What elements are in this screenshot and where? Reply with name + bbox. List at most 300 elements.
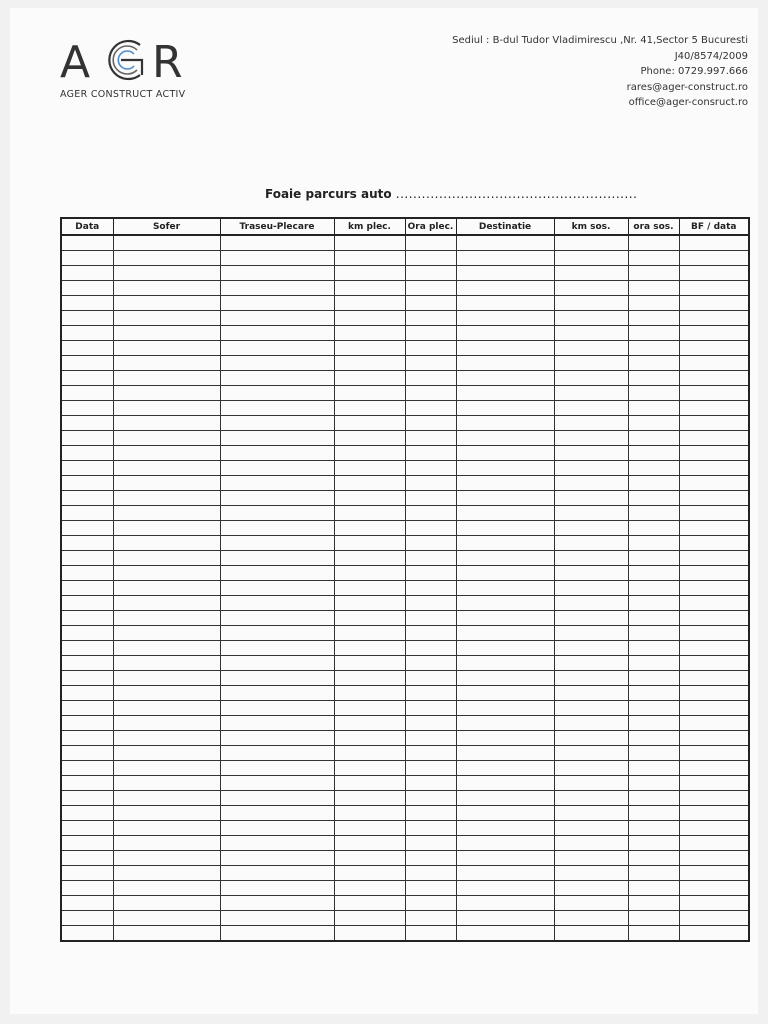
table-cell[interactable] — [113, 791, 220, 806]
table-cell[interactable] — [220, 251, 334, 266]
table-cell[interactable] — [628, 566, 679, 581]
table-cell[interactable] — [679, 446, 749, 461]
table-cell[interactable] — [113, 701, 220, 716]
table-cell[interactable] — [554, 356, 628, 371]
table-cell[interactable] — [113, 776, 220, 791]
table-cell[interactable] — [405, 461, 456, 476]
table-cell[interactable] — [554, 641, 628, 656]
table-cell[interactable] — [220, 791, 334, 806]
table-cell[interactable] — [61, 356, 113, 371]
table-cell[interactable] — [220, 356, 334, 371]
table-cell[interactable] — [679, 281, 749, 296]
table-cell[interactable] — [220, 431, 334, 446]
table-cell[interactable] — [113, 551, 220, 566]
table-cell[interactable] — [61, 461, 113, 476]
table-cell[interactable] — [628, 401, 679, 416]
table-cell[interactable] — [220, 656, 334, 671]
table-cell[interactable] — [113, 341, 220, 356]
table-cell[interactable] — [456, 596, 554, 611]
table-cell[interactable] — [220, 851, 334, 866]
table-cell[interactable] — [554, 446, 628, 461]
table-cell[interactable] — [679, 851, 749, 866]
table-cell[interactable] — [554, 416, 628, 431]
table-cell[interactable] — [334, 911, 405, 926]
table-cell[interactable] — [113, 401, 220, 416]
table-cell[interactable] — [628, 476, 679, 491]
table-cell[interactable] — [456, 566, 554, 581]
table-cell[interactable] — [113, 476, 220, 491]
table-cell[interactable] — [61, 746, 113, 761]
table-cell[interactable] — [679, 881, 749, 896]
table-cell[interactable] — [456, 926, 554, 942]
table-cell[interactable] — [456, 371, 554, 386]
table-cell[interactable] — [220, 235, 334, 251]
table-cell[interactable] — [405, 776, 456, 791]
table-cell[interactable] — [334, 701, 405, 716]
table-cell[interactable] — [334, 881, 405, 896]
table-cell[interactable] — [554, 671, 628, 686]
table-cell[interactable] — [456, 641, 554, 656]
table-cell[interactable] — [456, 626, 554, 641]
table-cell[interactable] — [334, 611, 405, 626]
table-cell[interactable] — [405, 416, 456, 431]
table-cell[interactable] — [405, 356, 456, 371]
table-cell[interactable] — [334, 491, 405, 506]
table-cell[interactable] — [334, 235, 405, 251]
table-cell[interactable] — [61, 896, 113, 911]
table-cell[interactable] — [554, 536, 628, 551]
table-cell[interactable] — [405, 281, 456, 296]
table-cell[interactable] — [113, 836, 220, 851]
table-cell[interactable] — [554, 911, 628, 926]
table-cell[interactable] — [220, 386, 334, 401]
table-cell[interactable] — [679, 581, 749, 596]
table-cell[interactable] — [334, 326, 405, 341]
table-cell[interactable] — [61, 626, 113, 641]
table-cell[interactable] — [628, 926, 679, 942]
table-cell[interactable] — [628, 641, 679, 656]
table-cell[interactable] — [628, 791, 679, 806]
table-cell[interactable] — [113, 431, 220, 446]
table-cell[interactable] — [405, 311, 456, 326]
table-cell[interactable] — [113, 641, 220, 656]
table-cell[interactable] — [334, 851, 405, 866]
table-cell[interactable] — [61, 281, 113, 296]
table-cell[interactable] — [405, 656, 456, 671]
table-cell[interactable] — [405, 626, 456, 641]
table-cell[interactable] — [554, 746, 628, 761]
table-cell[interactable] — [628, 461, 679, 476]
table-cell[interactable] — [679, 341, 749, 356]
table-cell[interactable] — [405, 446, 456, 461]
table-cell[interactable] — [405, 476, 456, 491]
table-cell[interactable] — [220, 836, 334, 851]
table-cell[interactable] — [220, 326, 334, 341]
table-cell[interactable] — [628, 416, 679, 431]
table-cell[interactable] — [220, 506, 334, 521]
table-cell[interactable] — [61, 566, 113, 581]
table-cell[interactable] — [61, 266, 113, 281]
table-cell[interactable] — [334, 731, 405, 746]
table-cell[interactable] — [405, 521, 456, 536]
table-cell[interactable] — [405, 641, 456, 656]
table-cell[interactable] — [220, 881, 334, 896]
table-cell[interactable] — [456, 446, 554, 461]
table-cell[interactable] — [679, 566, 749, 581]
table-cell[interactable] — [61, 431, 113, 446]
table-cell[interactable] — [61, 401, 113, 416]
table-cell[interactable] — [113, 671, 220, 686]
table-cell[interactable] — [554, 296, 628, 311]
table-cell[interactable] — [554, 581, 628, 596]
table-cell[interactable] — [334, 806, 405, 821]
table-cell[interactable] — [554, 235, 628, 251]
table-cell[interactable] — [334, 371, 405, 386]
table-cell[interactable] — [334, 926, 405, 942]
table-cell[interactable] — [61, 881, 113, 896]
table-cell[interactable] — [334, 341, 405, 356]
table-cell[interactable] — [456, 266, 554, 281]
table-cell[interactable] — [113, 611, 220, 626]
table-cell[interactable] — [628, 746, 679, 761]
table-cell[interactable] — [628, 821, 679, 836]
table-cell[interactable] — [113, 326, 220, 341]
table-cell[interactable] — [679, 731, 749, 746]
table-cell[interactable] — [456, 326, 554, 341]
table-cell[interactable] — [220, 626, 334, 641]
table-cell[interactable] — [456, 341, 554, 356]
table-cell[interactable] — [679, 296, 749, 311]
table-cell[interactable] — [61, 791, 113, 806]
table-cell[interactable] — [405, 235, 456, 251]
table-cell[interactable] — [220, 926, 334, 942]
table-cell[interactable] — [113, 881, 220, 896]
table-cell[interactable] — [334, 566, 405, 581]
table-cell[interactable] — [679, 821, 749, 836]
table-cell[interactable] — [405, 596, 456, 611]
table-cell[interactable] — [679, 746, 749, 761]
table-cell[interactable] — [334, 521, 405, 536]
table-cell[interactable] — [61, 491, 113, 506]
table-cell[interactable] — [113, 371, 220, 386]
table-cell[interactable] — [456, 521, 554, 536]
table-cell[interactable] — [456, 746, 554, 761]
table-cell[interactable] — [220, 776, 334, 791]
table-cell[interactable] — [61, 311, 113, 326]
table-cell[interactable] — [405, 911, 456, 926]
table-cell[interactable] — [628, 866, 679, 881]
table-cell[interactable] — [628, 836, 679, 851]
table-cell[interactable] — [679, 926, 749, 942]
table-cell[interactable] — [113, 356, 220, 371]
table-cell[interactable] — [628, 536, 679, 551]
table-cell[interactable] — [61, 761, 113, 776]
table-cell[interactable] — [334, 251, 405, 266]
table-cell[interactable] — [628, 881, 679, 896]
table-cell[interactable] — [334, 536, 405, 551]
table-cell[interactable] — [456, 251, 554, 266]
table-cell[interactable] — [679, 551, 749, 566]
table-cell[interactable] — [628, 341, 679, 356]
table-cell[interactable] — [456, 551, 554, 566]
table-cell[interactable] — [554, 251, 628, 266]
table-cell[interactable] — [220, 641, 334, 656]
table-cell[interactable] — [61, 686, 113, 701]
table-cell[interactable] — [61, 866, 113, 881]
table-cell[interactable] — [61, 326, 113, 341]
table-cell[interactable] — [628, 446, 679, 461]
table-cell[interactable] — [554, 626, 628, 641]
table-cell[interactable] — [679, 536, 749, 551]
table-cell[interactable] — [456, 896, 554, 911]
table-cell[interactable] — [405, 491, 456, 506]
table-cell[interactable] — [405, 896, 456, 911]
table-cell[interactable] — [456, 776, 554, 791]
table-cell[interactable] — [113, 626, 220, 641]
table-cell[interactable] — [628, 626, 679, 641]
table-cell[interactable] — [113, 896, 220, 911]
table-cell[interactable] — [628, 656, 679, 671]
table-cell[interactable] — [220, 281, 334, 296]
table-cell[interactable] — [554, 401, 628, 416]
table-cell[interactable] — [220, 461, 334, 476]
table-cell[interactable] — [405, 881, 456, 896]
table-cell[interactable] — [405, 746, 456, 761]
table-cell[interactable] — [554, 431, 628, 446]
table-cell[interactable] — [405, 401, 456, 416]
table-cell[interactable] — [113, 806, 220, 821]
table-cell[interactable] — [61, 536, 113, 551]
table-cell[interactable] — [554, 476, 628, 491]
table-cell[interactable] — [628, 776, 679, 791]
table-cell[interactable] — [679, 686, 749, 701]
table-cell[interactable] — [220, 521, 334, 536]
table-cell[interactable] — [628, 356, 679, 371]
table-cell[interactable] — [456, 296, 554, 311]
table-cell[interactable] — [113, 716, 220, 731]
table-cell[interactable] — [405, 791, 456, 806]
table-cell[interactable] — [628, 506, 679, 521]
table-cell[interactable] — [61, 806, 113, 821]
table-cell[interactable] — [220, 416, 334, 431]
table-cell[interactable] — [113, 656, 220, 671]
table-cell[interactable] — [628, 266, 679, 281]
table-cell[interactable] — [679, 776, 749, 791]
table-cell[interactable] — [61, 821, 113, 836]
table-cell[interactable] — [220, 596, 334, 611]
table-cell[interactable] — [554, 506, 628, 521]
table-cell[interactable] — [554, 851, 628, 866]
table-cell[interactable] — [220, 371, 334, 386]
table-cell[interactable] — [220, 911, 334, 926]
table-cell[interactable] — [679, 461, 749, 476]
table-cell[interactable] — [61, 296, 113, 311]
table-cell[interactable] — [61, 386, 113, 401]
table-cell[interactable] — [628, 371, 679, 386]
table-cell[interactable] — [405, 551, 456, 566]
table-cell[interactable] — [679, 866, 749, 881]
table-cell[interactable] — [456, 506, 554, 521]
table-cell[interactable] — [334, 296, 405, 311]
table-cell[interactable] — [334, 266, 405, 281]
table-cell[interactable] — [113, 491, 220, 506]
table-cell[interactable] — [628, 611, 679, 626]
table-cell[interactable] — [334, 461, 405, 476]
table-cell[interactable] — [61, 671, 113, 686]
table-cell[interactable] — [628, 296, 679, 311]
table-cell[interactable] — [220, 341, 334, 356]
table-cell[interactable] — [554, 266, 628, 281]
table-cell[interactable] — [113, 386, 220, 401]
table-cell[interactable] — [113, 566, 220, 581]
table-cell[interactable] — [113, 731, 220, 746]
table-cell[interactable] — [628, 896, 679, 911]
table-cell[interactable] — [405, 761, 456, 776]
table-cell[interactable] — [220, 761, 334, 776]
table-cell[interactable] — [61, 851, 113, 866]
table-cell[interactable] — [628, 716, 679, 731]
table-cell[interactable] — [405, 341, 456, 356]
table-cell[interactable] — [61, 731, 113, 746]
table-cell[interactable] — [456, 716, 554, 731]
table-cell[interactable] — [456, 686, 554, 701]
table-cell[interactable] — [628, 281, 679, 296]
table-cell[interactable] — [405, 431, 456, 446]
table-cell[interactable] — [405, 296, 456, 311]
table-cell[interactable] — [61, 716, 113, 731]
table-cell[interactable] — [334, 551, 405, 566]
table-cell[interactable] — [220, 746, 334, 761]
table-cell[interactable] — [334, 386, 405, 401]
table-cell[interactable] — [61, 911, 113, 926]
table-cell[interactable] — [220, 536, 334, 551]
table-cell[interactable] — [679, 911, 749, 926]
table-cell[interactable] — [679, 371, 749, 386]
table-cell[interactable] — [554, 341, 628, 356]
table-cell[interactable] — [679, 716, 749, 731]
table-cell[interactable] — [61, 521, 113, 536]
table-cell[interactable] — [113, 296, 220, 311]
table-cell[interactable] — [220, 566, 334, 581]
table-cell[interactable] — [61, 641, 113, 656]
table-cell[interactable] — [334, 356, 405, 371]
table-cell[interactable] — [61, 551, 113, 566]
table-cell[interactable] — [679, 701, 749, 716]
table-cell[interactable] — [628, 596, 679, 611]
table-cell[interactable] — [334, 281, 405, 296]
table-cell[interactable] — [113, 866, 220, 881]
table-cell[interactable] — [628, 731, 679, 746]
table-cell[interactable] — [334, 866, 405, 881]
table-cell[interactable] — [554, 326, 628, 341]
table-cell[interactable] — [405, 536, 456, 551]
table-cell[interactable] — [554, 896, 628, 911]
table-cell[interactable] — [456, 866, 554, 881]
table-cell[interactable] — [113, 446, 220, 461]
table-cell[interactable] — [554, 311, 628, 326]
table-cell[interactable] — [61, 581, 113, 596]
table-cell[interactable] — [334, 446, 405, 461]
table-cell[interactable] — [113, 686, 220, 701]
table-cell[interactable] — [334, 656, 405, 671]
table-cell[interactable] — [334, 686, 405, 701]
table-cell[interactable] — [405, 686, 456, 701]
table-cell[interactable] — [628, 251, 679, 266]
table-cell[interactable] — [61, 701, 113, 716]
table-cell[interactable] — [456, 836, 554, 851]
table-cell[interactable] — [334, 431, 405, 446]
table-cell[interactable] — [456, 476, 554, 491]
table-cell[interactable] — [334, 821, 405, 836]
table-cell[interactable] — [61, 416, 113, 431]
table-cell[interactable] — [220, 401, 334, 416]
table-cell[interactable] — [554, 776, 628, 791]
table-cell[interactable] — [456, 461, 554, 476]
table-cell[interactable] — [456, 536, 554, 551]
table-cell[interactable] — [456, 491, 554, 506]
table-cell[interactable] — [334, 506, 405, 521]
table-cell[interactable] — [113, 746, 220, 761]
table-cell[interactable] — [456, 701, 554, 716]
table-cell[interactable] — [628, 431, 679, 446]
table-cell[interactable] — [405, 821, 456, 836]
table-cell[interactable] — [334, 416, 405, 431]
table-cell[interactable] — [554, 701, 628, 716]
table-cell[interactable] — [554, 551, 628, 566]
table-cell[interactable] — [456, 431, 554, 446]
table-cell[interactable] — [554, 371, 628, 386]
table-cell[interactable] — [456, 761, 554, 776]
table-cell[interactable] — [220, 806, 334, 821]
table-cell[interactable] — [113, 761, 220, 776]
table-cell[interactable] — [220, 491, 334, 506]
table-cell[interactable] — [628, 326, 679, 341]
table-cell[interactable] — [456, 806, 554, 821]
table-cell[interactable] — [456, 656, 554, 671]
table-cell[interactable] — [220, 581, 334, 596]
table-cell[interactable] — [405, 506, 456, 521]
table-cell[interactable] — [113, 926, 220, 942]
table-cell[interactable] — [405, 251, 456, 266]
table-cell[interactable] — [554, 866, 628, 881]
table-cell[interactable] — [334, 836, 405, 851]
table-cell[interactable] — [679, 386, 749, 401]
table-cell[interactable] — [628, 521, 679, 536]
table-cell[interactable] — [405, 731, 456, 746]
table-cell[interactable] — [554, 611, 628, 626]
table-cell[interactable] — [628, 686, 679, 701]
table-cell[interactable] — [554, 491, 628, 506]
table-cell[interactable] — [61, 446, 113, 461]
table-cell[interactable] — [679, 656, 749, 671]
table-cell[interactable] — [405, 266, 456, 281]
table-cell[interactable] — [554, 731, 628, 746]
table-cell[interactable] — [456, 671, 554, 686]
table-cell[interactable] — [456, 281, 554, 296]
table-cell[interactable] — [456, 791, 554, 806]
table-cell[interactable] — [334, 761, 405, 776]
table-cell[interactable] — [456, 235, 554, 251]
table-cell[interactable] — [61, 371, 113, 386]
table-cell[interactable] — [628, 491, 679, 506]
table-cell[interactable] — [334, 401, 405, 416]
table-cell[interactable] — [334, 896, 405, 911]
table-cell[interactable] — [61, 235, 113, 251]
table-cell[interactable] — [113, 506, 220, 521]
table-cell[interactable] — [405, 581, 456, 596]
table-cell[interactable] — [405, 386, 456, 401]
table-cell[interactable] — [220, 311, 334, 326]
